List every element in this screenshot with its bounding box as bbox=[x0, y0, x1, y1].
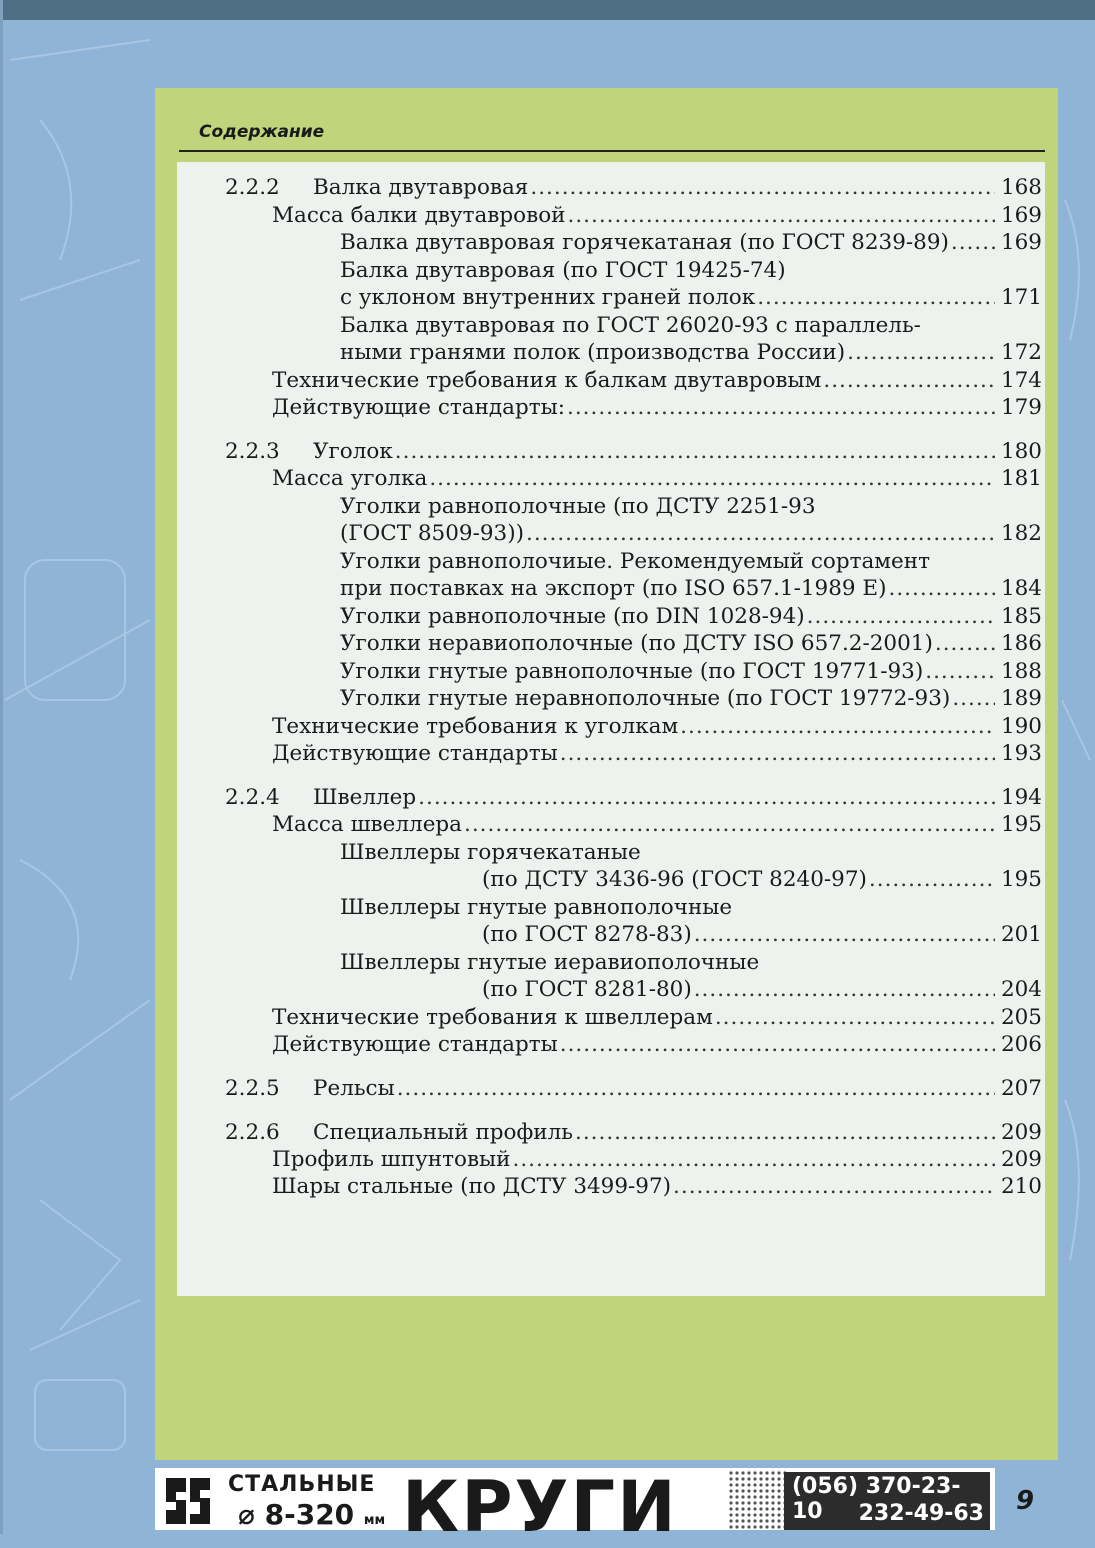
toc-leader-dots bbox=[757, 284, 995, 312]
header-divider bbox=[179, 150, 1045, 152]
toc-entry bbox=[340, 949, 1042, 977]
toc-entry bbox=[272, 202, 1042, 230]
toc-page-number: 195 bbox=[1000, 867, 1042, 892]
toc-entry-label: Технические требования к швеллерам bbox=[272, 1005, 713, 1030]
toc-entry-label: Действующие стандарты bbox=[272, 741, 558, 766]
toc-leader-dots bbox=[847, 339, 995, 367]
toc-leader-dots bbox=[395, 438, 995, 466]
toc-entry-label: Валка двутавровая bbox=[313, 175, 529, 200]
toc-entry-label: при поставках на экспорт (по ISO 657.1-1989 Е) bbox=[340, 576, 887, 601]
toc-entry bbox=[225, 784, 1042, 812]
toc-page-number: 190 bbox=[1000, 714, 1042, 739]
toc-page-number: 184 bbox=[1000, 576, 1042, 601]
toc-entry-label: Швеллеры гнутые равнополочные bbox=[340, 895, 733, 920]
toc-page-number: 201 bbox=[1000, 922, 1042, 947]
toc-entry bbox=[340, 658, 1042, 686]
toc-entry-label: Профиль шпунтовый bbox=[272, 1147, 511, 1172]
toc-entry-label: Швеллеры горячекатаные bbox=[340, 840, 641, 865]
toc-entry bbox=[482, 921, 1042, 949]
toc-section-number: 2.2.6 bbox=[225, 1120, 280, 1145]
toc-entry bbox=[340, 548, 1042, 576]
ad-diameter-unit: мм bbox=[363, 1513, 386, 1528]
toc-page-number: 193 bbox=[1000, 741, 1042, 766]
toc-entry-label: Технические требования к балкам двутавровым bbox=[272, 368, 822, 393]
toc-page-number: 174 bbox=[1000, 368, 1042, 393]
toc-entry bbox=[340, 229, 1042, 257]
toc-page-number: 185 bbox=[1000, 604, 1042, 629]
toc-page-number: 186 bbox=[1000, 631, 1042, 656]
toc-entry bbox=[340, 894, 1042, 922]
toc-entry-label: ными гранями полок (производства России) bbox=[340, 340, 846, 365]
page-number: 9 bbox=[1016, 1486, 1035, 1516]
ad-phone-2: 232-49-63 bbox=[858, 1501, 984, 1526]
ad-steel-label: СТАЛЬНЫЕ bbox=[228, 1472, 376, 1497]
toc-entry-label: Действующие стандарты: bbox=[272, 395, 565, 420]
toc-page-number: 171 bbox=[1000, 285, 1042, 310]
toc-leader-dots bbox=[397, 1075, 995, 1103]
toc-entry bbox=[272, 1173, 1042, 1201]
toc-entry bbox=[340, 312, 1042, 340]
toc-entry-label: Действующие стандарты bbox=[272, 1032, 558, 1057]
toc-entry-label: Технические требования к уголкам bbox=[272, 714, 679, 739]
toc-page-number: 169 bbox=[1000, 203, 1042, 228]
toc-entry bbox=[272, 367, 1042, 395]
toc-entry-label: Балка двутавровая (по ГОСТ 19425-74) bbox=[340, 258, 786, 283]
toc-section-number: 2.2.5 bbox=[225, 1076, 280, 1101]
toc-entry-label: Масса швеллера bbox=[272, 812, 463, 837]
toc-entry-label: (ГОСТ 8509-93)) bbox=[340, 521, 524, 546]
toc-entry bbox=[272, 1031, 1042, 1059]
toc-leader-dots bbox=[513, 1146, 995, 1174]
toc-leader-dots bbox=[715, 1004, 995, 1032]
toc-entry-label: Масса балки двутавровой bbox=[272, 203, 566, 228]
toc-leader-dots bbox=[823, 367, 995, 395]
toc-entry bbox=[482, 976, 1042, 1004]
toc-leader-dots bbox=[935, 630, 995, 658]
toc-entry bbox=[340, 493, 1042, 521]
toc-leader-dots bbox=[560, 1031, 995, 1059]
toc-entry-label: Уголок bbox=[313, 439, 393, 464]
toc-page-number: 188 bbox=[1000, 659, 1042, 684]
toc-leader-dots bbox=[464, 811, 995, 839]
toc-entry-label: Уголки гнутые равнополочные (по ГОСТ 19771-93) bbox=[340, 659, 924, 684]
toc-entry bbox=[225, 438, 1042, 466]
ad-phone-box bbox=[784, 1472, 990, 1530]
toc-page-number: 195 bbox=[1000, 812, 1042, 837]
toc-entry-label: Уголки гнутые неравнополочные (по ГОСТ 19772-93) bbox=[340, 686, 951, 711]
toc-page-number: 180 bbox=[1000, 439, 1042, 464]
toc-entry bbox=[272, 1146, 1042, 1174]
toc-leader-dots bbox=[925, 658, 995, 686]
page-header-title: Содержание bbox=[199, 122, 325, 142]
toc-entry bbox=[272, 465, 1042, 493]
toc-leader-dots bbox=[694, 921, 995, 949]
toc-entry bbox=[225, 1119, 1042, 1147]
toc-page-number: 205 bbox=[1000, 1005, 1042, 1030]
toc-leader-dots bbox=[560, 740, 995, 768]
toc-leader-dots bbox=[869, 866, 995, 894]
toc-entry bbox=[482, 866, 1042, 894]
toc-page-number: 182 bbox=[1000, 521, 1042, 546]
toc-page-number: 172 bbox=[1000, 340, 1042, 365]
toc-page-number: 204 bbox=[1000, 977, 1042, 1002]
toc-entry-label: с уклоном внутренних граней полок bbox=[340, 285, 756, 310]
toc-entry-label: Рельсы bbox=[313, 1076, 395, 1101]
toc-entry bbox=[340, 284, 1042, 312]
toc-page-number: 179 bbox=[1000, 395, 1042, 420]
toc-entry-label: Масса уголка bbox=[272, 466, 428, 491]
toc-leader-dots bbox=[567, 202, 994, 230]
toc-page-number: 189 bbox=[1000, 686, 1042, 711]
ad-diameter-range bbox=[238, 1498, 385, 1531]
toc-page-number: 207 bbox=[1000, 1076, 1042, 1101]
toc-entry-label: Специальный профиль bbox=[313, 1120, 574, 1145]
toc-entry-label: Балка двутавровая по ГОСТ 26020-93 с параллель- bbox=[340, 313, 921, 338]
toc-entry-label: Валка двутавровая горячекатаная (по ГОСТ 8239-89) bbox=[340, 230, 949, 255]
toc-leader-dots bbox=[680, 713, 995, 741]
toc-section-number: 2.2.3 bbox=[225, 439, 280, 464]
toc-entry bbox=[225, 174, 1042, 202]
toc-entry-label: Уголки равнополочные (по ДСТУ 2251-93 bbox=[340, 494, 816, 519]
toc-entry bbox=[272, 394, 1042, 422]
toc-leader-dots bbox=[951, 229, 995, 257]
toc-entry-label: Швеллеры гнутые иеравиополочные bbox=[340, 950, 760, 975]
toc-entry bbox=[340, 603, 1042, 631]
toc-leader-dots bbox=[418, 784, 995, 812]
toc-page-number: 210 bbox=[1000, 1174, 1042, 1199]
toc-leader-dots bbox=[567, 394, 995, 422]
toc-page-number: 169 bbox=[1000, 230, 1042, 255]
toc-leader-dots bbox=[807, 603, 995, 631]
toc-page-number: 206 bbox=[1000, 1032, 1042, 1057]
toc-entry bbox=[272, 811, 1042, 839]
toc-entry bbox=[340, 575, 1042, 603]
toc-page-number: 168 bbox=[1000, 175, 1042, 200]
toc-entry bbox=[340, 257, 1042, 285]
toc-entry-label: Уголки равнополочные (по DIN 1028-94) bbox=[340, 604, 805, 629]
ad-circles-word: КРУГИ bbox=[402, 1466, 678, 1548]
toc-leader-dots bbox=[526, 520, 995, 548]
toc-section-number: 2.2.2 bbox=[225, 175, 280, 200]
toc-page-number: 209 bbox=[1000, 1120, 1042, 1145]
ad-dot-pattern bbox=[728, 1470, 788, 1530]
toc-entry bbox=[340, 339, 1042, 367]
ad-phone-1: (056) 370-23-10 bbox=[792, 1474, 961, 1524]
toc-leader-dots bbox=[889, 575, 995, 603]
toc-leader-dots bbox=[530, 174, 995, 202]
toc-entry-label: Шары стальные (по ДСТУ 3499-97) bbox=[272, 1174, 672, 1199]
toc-entry bbox=[272, 740, 1042, 768]
toc-entry-label: (по ДСТУ 3436-96 (ГОСТ 8240-97) bbox=[482, 867, 867, 892]
toc-entry bbox=[272, 713, 1042, 741]
toc-entry-label: Уголки равнополочиые. Рекомендуемый сортамент bbox=[340, 549, 930, 574]
toc-leader-dots bbox=[575, 1119, 995, 1147]
ad-diameter-value: ⌀ 8-320 bbox=[238, 1498, 355, 1531]
toc-leader-dots bbox=[952, 685, 995, 713]
toc-entry bbox=[340, 630, 1042, 658]
company-logo-icon bbox=[162, 1474, 214, 1528]
toc-entry-label: (по ГОСТ 8281-80) bbox=[482, 977, 692, 1002]
toc-leader-dots bbox=[429, 465, 995, 493]
toc-entry bbox=[340, 520, 1042, 548]
toc-section-number: 2.2.4 bbox=[225, 785, 280, 810]
toc-leader-dots bbox=[694, 976, 995, 1004]
toc-entry-label: Швеллер bbox=[313, 785, 417, 810]
toc-page-number: 209 bbox=[1000, 1147, 1042, 1172]
toc-page-number: 181 bbox=[1000, 466, 1042, 491]
toc-entry bbox=[340, 839, 1042, 867]
toc-entry bbox=[272, 1004, 1042, 1032]
toc-entry-label: (по ГОСТ 8278-83) bbox=[482, 922, 692, 947]
toc-entry-label: Уголки неравиополочные (по ДСТУ ISO 657.2-2001) bbox=[340, 631, 933, 656]
toc-entry bbox=[340, 685, 1042, 713]
toc-leader-dots bbox=[673, 1173, 995, 1201]
toc-entry bbox=[225, 1075, 1042, 1103]
toc-page-number: 194 bbox=[1000, 785, 1042, 810]
